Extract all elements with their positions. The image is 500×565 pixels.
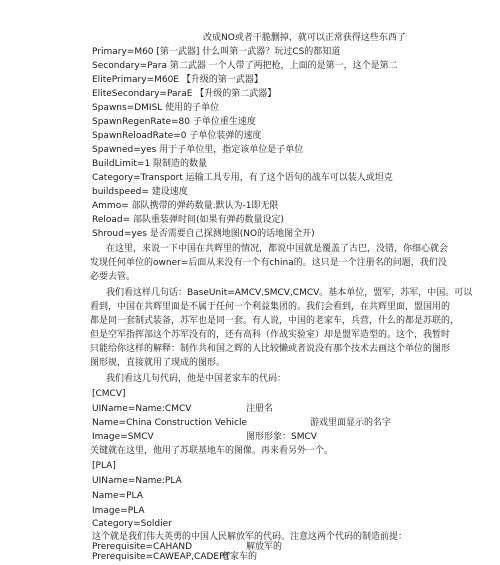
text-line: Category=Soldier — [92, 519, 172, 529]
text-line: BuildLimit=1 限制造的数量 — [92, 159, 208, 169]
code-key: Image=SMCV — [92, 432, 154, 442]
code-note: 注册名 — [246, 404, 274, 414]
text-line: SpawnRegenRate=80 子单位重生速度 — [92, 117, 256, 127]
code-note: 图形形象：SMCV — [246, 432, 317, 442]
text-line: SpawnReloadRate=0 子单位装弹的速度 — [92, 131, 262, 141]
code-note: 游戏里面显示的名字 — [310, 418, 392, 428]
text-line: 这个就是我们伟大英勇的中国人民解放军的代码。注意这两个代码的制造前提： — [92, 532, 408, 542]
text-line: ElitePrimary=M60E 【升级的第一武器】 — [92, 75, 263, 85]
text-line: 在这里，来说一下中国在共辉里的情况，都说中国就是覆盖了古巴，没错，你细心就会 — [106, 244, 449, 254]
text-line: UIName=Name:PLA — [92, 476, 182, 486]
code-note: 解放军的 — [246, 542, 283, 552]
text-line: Ammo= 部队携带的弹药数量.默认为-1即无限 — [92, 201, 279, 211]
text-line: 但是空军指挥部这个苏军没有的，还有高科（作战实验室）却是盟军造型的。这个，我暂时 — [90, 330, 451, 340]
text-line: buildspeed= 建设速度 — [92, 187, 188, 197]
text-line: Shroud=yes 是否需要自己探测地图(NO的话地图全开) — [92, 229, 315, 239]
text-line: Name=PLA — [92, 491, 143, 501]
text-line: Reload= 部队重装弹时间(如果有弹药数量设定) — [92, 215, 285, 225]
text-line: Image=PLA — [92, 506, 145, 516]
code-key: Prerequisite=CAWEAP,CADEPT — [92, 552, 231, 562]
code-key: Prerequisite=CAHAND — [92, 542, 193, 552]
code-note: 老家车的 — [221, 552, 258, 562]
text-line: Spawned=yes 用于子单位里，指定该单位是子单位 — [92, 145, 304, 155]
text-line: 必要去管。 — [90, 272, 136, 282]
text-line: 图形规，直接就用了现成的图形。 — [90, 358, 226, 368]
text-line: 发现任何单位的owner=后面从来没有一个有china的。这只是一个注册名的问题，我们没 — [90, 258, 447, 268]
code-key: UIName=Name:CMCV — [92, 404, 192, 414]
text-line: Secondary=Para 第二武器 一个人带了两把枪，上面的是第一，这个是第二 — [92, 61, 398, 71]
text-line: 看到，中国在共辉里面是不属于任何一个利益集团的。我们会看到，在共辉里面，盟国用的 — [90, 302, 451, 312]
text-line: [CMCV] — [92, 389, 126, 399]
text-line: 改成NO或者干脆删掉，就可以正常获得这些东西了 — [203, 33, 406, 43]
text-line: Spawns=DMISL 使用的子单位 — [92, 103, 220, 113]
text-line: [PLA] — [92, 461, 116, 471]
text-line: 都是同一套制式装备，苏军也是同一套。有人说，中国的老家车，兵营，什么的都是苏联的， — [90, 316, 460, 326]
text-line: 我们看这样几句话：BaseUnit=AMCV,SMCV,CMCV。基本单位，盟军，苏军，中国。可以 — [106, 288, 473, 298]
text-line: 关键就在这里，他用了苏联基地车的图像。再来看另外一个。 — [90, 446, 334, 456]
text-line: Primary=M60 [第一武器] 什么叫第一武器？玩过CS的都知道 — [92, 47, 341, 57]
text-line: 我们看这几句代码，他是中国老家车的代码： — [106, 374, 287, 384]
text-line: EliteSecondary=ParaE 【升级的第二武器】 — [92, 89, 277, 99]
code-key: Name=China Construction Vehicle — [92, 418, 248, 428]
text-line: Category=Transport 运输工具专用，有了这个语句的战车可以装人或坦克 — [92, 173, 393, 183]
text-line: 只能给你这样的解释：制作共和国之辉的人比较懒或者说没有那个技术去画这个单位的图形 — [90, 344, 451, 354]
